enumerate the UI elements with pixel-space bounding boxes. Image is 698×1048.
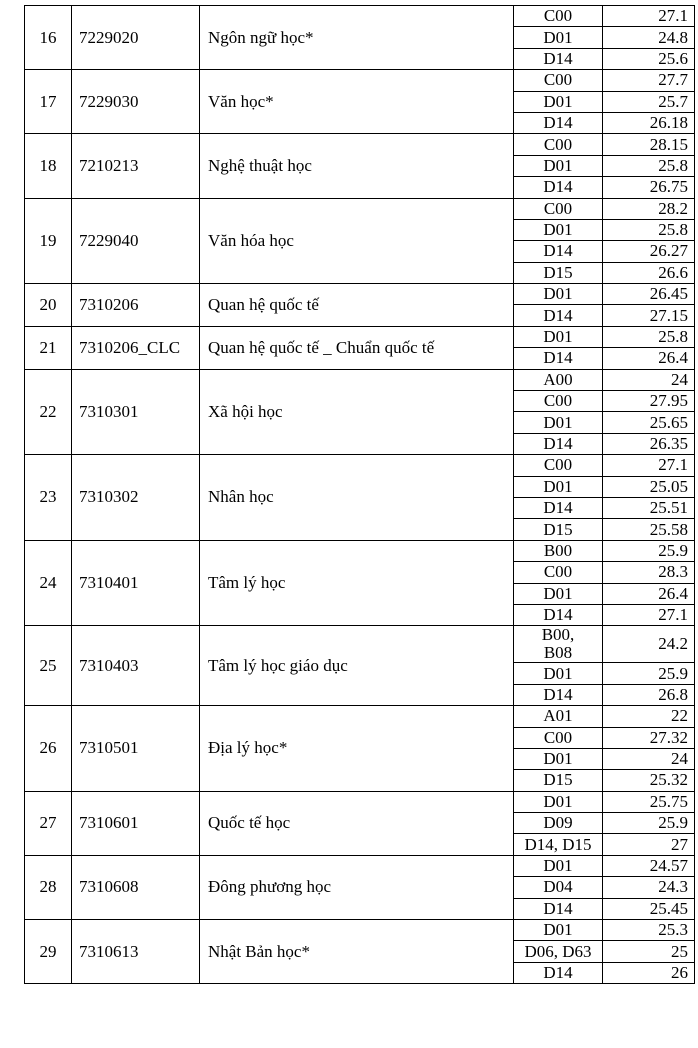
cutoff-score: 24.2 bbox=[603, 626, 695, 663]
cutoff-score: 28.2 bbox=[603, 198, 695, 219]
major-name: Xã hội học bbox=[200, 369, 514, 455]
subject-combination: D14 bbox=[514, 604, 603, 625]
major-code: 7310302 bbox=[72, 455, 200, 541]
major-code: 7229030 bbox=[72, 70, 200, 134]
major-code: 7310608 bbox=[72, 855, 200, 919]
subject-combination: C00 bbox=[514, 198, 603, 219]
subject-combination: D04 bbox=[514, 877, 603, 898]
subject-combination: D01 bbox=[514, 219, 603, 240]
subject-combination: D15 bbox=[514, 770, 603, 791]
subject-combination: D06, D63 bbox=[514, 941, 603, 962]
subject-combination: D14 bbox=[514, 241, 603, 262]
cutoff-score: 26.35 bbox=[603, 433, 695, 454]
row-number: 18 bbox=[25, 134, 72, 198]
table-row bbox=[25, 626, 695, 663]
cutoff-score: 28.3 bbox=[603, 562, 695, 583]
row-number: 24 bbox=[25, 540, 72, 626]
major-name: Ngôn ngữ học* bbox=[200, 6, 514, 70]
subject-combination: D14 bbox=[514, 898, 603, 919]
major-name: Quốc tế học bbox=[200, 791, 514, 855]
row-number: 26 bbox=[25, 706, 72, 792]
subject-combination: C00 bbox=[514, 134, 603, 155]
cutoff-score: 25.9 bbox=[603, 540, 695, 561]
subject-combination: D01 bbox=[514, 748, 603, 769]
cutoff-score: 27 bbox=[603, 834, 695, 855]
subject-combination: D14 bbox=[514, 433, 603, 454]
row-number: 16 bbox=[25, 6, 72, 70]
major-name: Quan hệ quốc tế bbox=[200, 284, 514, 327]
subject-combination: D01 bbox=[514, 920, 603, 941]
table-row bbox=[25, 791, 695, 812]
subject-combination: D01 bbox=[514, 412, 603, 433]
cutoff-score: 27.1 bbox=[603, 455, 695, 476]
major-code: 7310601 bbox=[72, 791, 200, 855]
cutoff-score: 27.32 bbox=[603, 727, 695, 748]
major-code: 7310403 bbox=[72, 626, 200, 706]
table-row bbox=[25, 855, 695, 876]
subject-combination: A01 bbox=[514, 706, 603, 727]
cutoff-score: 25.75 bbox=[603, 791, 695, 812]
cutoff-score: 25.9 bbox=[603, 663, 695, 684]
cutoff-score: 26.45 bbox=[603, 284, 695, 305]
table-row bbox=[25, 540, 695, 561]
subject-combination: D01 bbox=[514, 476, 603, 497]
table-body bbox=[25, 6, 695, 984]
subject-combination: D15 bbox=[514, 519, 603, 540]
subject-combination: D01 bbox=[514, 27, 603, 48]
subject-combination: D14 bbox=[514, 305, 603, 326]
major-code: 7229020 bbox=[72, 6, 200, 70]
subject-combination: D14 bbox=[514, 497, 603, 518]
subject-combination: C00 bbox=[514, 455, 603, 476]
table-row bbox=[25, 369, 695, 390]
major-code: 7310206_CLC bbox=[72, 326, 200, 369]
major-code: 7229040 bbox=[72, 198, 200, 284]
subject-combination: D01 bbox=[514, 663, 603, 684]
cutoff-score: 25.8 bbox=[603, 219, 695, 240]
subject-combination: D01 bbox=[514, 791, 603, 812]
cutoff-score: 25.51 bbox=[603, 497, 695, 518]
row-number: 20 bbox=[25, 284, 72, 327]
major-name: Nhân học bbox=[200, 455, 514, 541]
cutoff-score: 27.1 bbox=[603, 604, 695, 625]
major-name: Địa lý học* bbox=[200, 706, 514, 792]
row-number: 23 bbox=[25, 455, 72, 541]
cutoff-score: 26.75 bbox=[603, 177, 695, 198]
major-name: Đông phương học bbox=[200, 855, 514, 919]
subject-combination: C00 bbox=[514, 391, 603, 412]
subject-combination: D15 bbox=[514, 262, 603, 283]
major-code: 7310501 bbox=[72, 706, 200, 792]
subject-combination: D01 bbox=[514, 91, 603, 112]
major-code: 7310401 bbox=[72, 540, 200, 626]
cutoff-score: 27.7 bbox=[603, 70, 695, 91]
cutoff-score: 25.58 bbox=[603, 519, 695, 540]
subject-combination: D14 bbox=[514, 112, 603, 133]
cutoff-score: 25.3 bbox=[603, 920, 695, 941]
subject-combination: D01 bbox=[514, 155, 603, 176]
row-number: 25 bbox=[25, 626, 72, 706]
cutoff-score: 28.15 bbox=[603, 134, 695, 155]
subject-combination: D01 bbox=[514, 284, 603, 305]
cutoff-score: 25.32 bbox=[603, 770, 695, 791]
cutoff-score: 27.95 bbox=[603, 391, 695, 412]
subject-combination: D14 bbox=[514, 962, 603, 983]
row-number: 27 bbox=[25, 791, 72, 855]
cutoff-score: 24.57 bbox=[603, 855, 695, 876]
cutoff-score: 25 bbox=[603, 941, 695, 962]
subject-combination: D09 bbox=[514, 813, 603, 834]
major-name: Tâm lý học bbox=[200, 540, 514, 626]
subject-combination: B00, B08 bbox=[514, 626, 603, 663]
subject-combination: A00 bbox=[514, 369, 603, 390]
subject-combination: D14 bbox=[514, 684, 603, 705]
cutoff-score: 26.6 bbox=[603, 262, 695, 283]
row-number: 21 bbox=[25, 326, 72, 369]
table-row bbox=[25, 455, 695, 476]
subject-combination: C00 bbox=[514, 562, 603, 583]
cutoff-score: 26.8 bbox=[603, 684, 695, 705]
subject-combination: D14 bbox=[514, 177, 603, 198]
major-name: Tâm lý học giáo dục bbox=[200, 626, 514, 706]
cutoff-score: 26.18 bbox=[603, 112, 695, 133]
major-name: Quan hệ quốc tế _ Chuẩn quốc tế bbox=[200, 326, 514, 369]
cutoff-score: 25.6 bbox=[603, 48, 695, 69]
cutoff-score: 24.3 bbox=[603, 877, 695, 898]
cutoff-score: 22 bbox=[603, 706, 695, 727]
cutoff-score: 25.05 bbox=[603, 476, 695, 497]
row-number: 17 bbox=[25, 70, 72, 134]
subject-combination: D01 bbox=[514, 855, 603, 876]
subject-combination: D01 bbox=[514, 326, 603, 347]
row-number: 28 bbox=[25, 855, 72, 919]
cutoff-score: 25.9 bbox=[603, 813, 695, 834]
table-row bbox=[25, 326, 695, 347]
cutoff-score: 27.1 bbox=[603, 6, 695, 27]
cutoff-score: 25.7 bbox=[603, 91, 695, 112]
major-code: 7210213 bbox=[72, 134, 200, 198]
cutoff-score: 26 bbox=[603, 962, 695, 983]
cutoff-score: 24 bbox=[603, 369, 695, 390]
table-row bbox=[25, 134, 695, 155]
major-name: Văn hóa học bbox=[200, 198, 514, 284]
major-code: 7310301 bbox=[72, 369, 200, 455]
major-code: 7310613 bbox=[72, 920, 200, 984]
subject-combination: D14 bbox=[514, 348, 603, 369]
subject-combination: D01 bbox=[514, 583, 603, 604]
cutoff-score: 24 bbox=[603, 748, 695, 769]
cutoff-score: 25.45 bbox=[603, 898, 695, 919]
table-row bbox=[25, 6, 695, 27]
cutoff-score: 26.4 bbox=[603, 348, 695, 369]
subject-combination: D14, D15 bbox=[514, 834, 603, 855]
table-row bbox=[25, 198, 695, 219]
cutoff-score: 25.8 bbox=[603, 326, 695, 347]
major-name: Nhật Bản học* bbox=[200, 920, 514, 984]
cutoff-score: 26.4 bbox=[603, 583, 695, 604]
table-row bbox=[25, 284, 695, 305]
table-row bbox=[25, 920, 695, 941]
cutoff-score: 26.27 bbox=[603, 241, 695, 262]
major-name: Văn học* bbox=[200, 70, 514, 134]
table-row bbox=[25, 70, 695, 91]
subject-combination: C00 bbox=[514, 727, 603, 748]
subject-combination: B00 bbox=[514, 540, 603, 561]
subject-combination: C00 bbox=[514, 70, 603, 91]
subject-combination: C00 bbox=[514, 6, 603, 27]
admission-scores-table bbox=[24, 5, 695, 984]
major-code: 7310206 bbox=[72, 284, 200, 327]
row-number: 19 bbox=[25, 198, 72, 284]
major-name: Nghệ thuật học bbox=[200, 134, 514, 198]
cutoff-score: 27.15 bbox=[603, 305, 695, 326]
row-number: 29 bbox=[25, 920, 72, 984]
subject-combination: D14 bbox=[514, 48, 603, 69]
cutoff-score: 25.8 bbox=[603, 155, 695, 176]
table-row bbox=[25, 706, 695, 727]
cutoff-score: 24.8 bbox=[603, 27, 695, 48]
cutoff-score: 25.65 bbox=[603, 412, 695, 433]
row-number: 22 bbox=[25, 369, 72, 455]
